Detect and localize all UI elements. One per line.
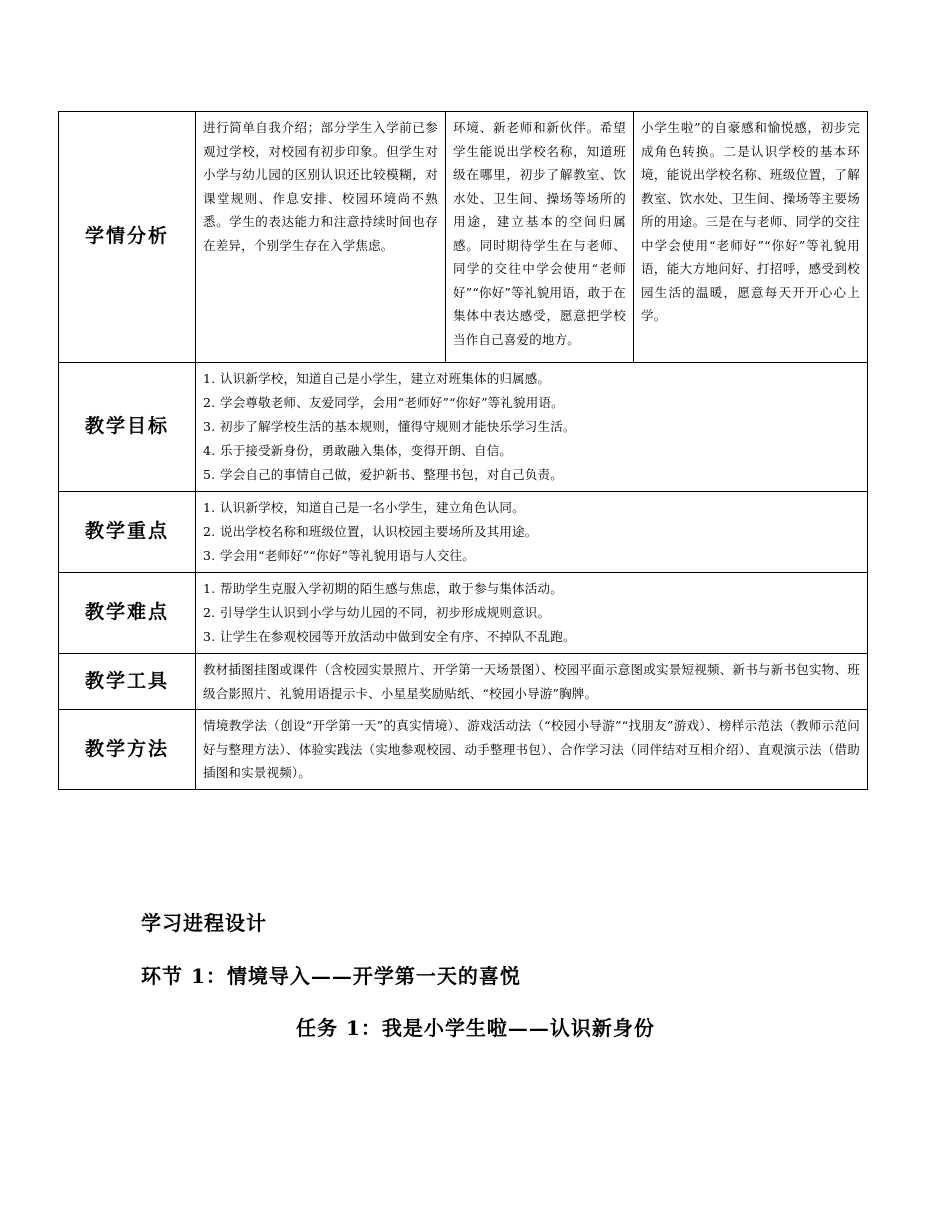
list-item-number: 2. [203, 524, 216, 539]
list-item-number: 3. [203, 419, 216, 434]
list-item [203, 625, 860, 649]
list-item [203, 463, 860, 487]
list-item-text: 说出学校名称和班级位置，认识校园主要场所及其用途。 [220, 524, 538, 539]
list-item [203, 577, 860, 601]
list-item-text: 认识新学校，知道自己是一名小学生，建立角色认同。 [220, 500, 525, 515]
methods-row [59, 710, 868, 790]
list-item [203, 544, 860, 568]
objectives-content [196, 363, 868, 492]
list-item [203, 496, 860, 520]
list-item [203, 391, 860, 415]
list-item-text: 学会尊敬老师、友爱同学，会用“老师好”“你好”等礼貌用语。 [220, 395, 564, 410]
methods-content: 情境教学法（创设“开学第一天”的真实情境）、游戏活动法（“校园小导游”“找朋友”游戏）、榜样示范法（教师示范问好与整理方法）、体验实践法（实地参观校园、动手整理书包）、合作学习法（同伴结对互相介绍）、直观演示法（借助插图和实景视频）。 [196, 710, 868, 790]
methods-label: 教学方法 [59, 710, 196, 790]
list-item [203, 415, 860, 439]
learner-analysis-col1: 进行简单自我介绍；部分学生入学前已参观过学校，对校园有初步印象。但学生对小学与幼儿园的区别认识还比较模糊，对课堂规则、作息安排、校园环境尚不熟悉。学生的表达能力和注意持续时间也存在差异，个别学生存在入学焦虑。 [196, 112, 446, 363]
list-item-text: 学会用“老师好”“你好”等礼貌用语与人交往。 [220, 548, 475, 563]
list-item-number: 3. [203, 548, 216, 563]
list-item-number: 1. [203, 500, 216, 515]
list-item-text: 乐于接受新身份，勇敢融入集体，变得开朗、自信。 [220, 443, 513, 458]
tools-label: 教学工具 [59, 654, 196, 710]
list-item [203, 367, 860, 391]
list-item-number: 1. [203, 371, 216, 386]
difficulties-row [59, 573, 868, 654]
key-points-list [203, 496, 860, 568]
list-item-number: 4. [203, 443, 216, 458]
list-item [203, 601, 860, 625]
list-item-number: 2. [203, 605, 216, 620]
learner-analysis-row [59, 112, 868, 363]
list-item-number: 3. [203, 629, 216, 644]
task-heading: 任务 1：我是小学生啦——认识新身份 [296, 1016, 655, 1040]
list-item-text: 引导学生认识到小学与幼儿园的不同，初步形成规则意识。 [220, 605, 551, 620]
section-heading: 环节 1：情境导入——开学第一天的喜悦 [141, 964, 521, 988]
list-item-text: 初步了解学校生活的基本规则，懂得守规则才能快乐学习生活。 [220, 419, 576, 434]
tools-row [59, 654, 868, 710]
list-item-number: 1. [203, 581, 216, 596]
list-item-text: 让学生在参观校园等开放活动中做到安全有序、不掉队不乱跑。 [220, 629, 576, 644]
objectives-list [203, 367, 860, 487]
lesson-plan-table [58, 111, 868, 790]
key-points-label: 教学重点 [59, 492, 196, 573]
learner-analysis-col3: 小学生啦”的自豪感和愉悦感，初步完成角色转换。二是认识学校的基本环境，能说出学校名称、班级位置，了解教室、饮水处、卫生间、操场等主要场所的用途。三是在与老师、同学的交往中学会使用“老师好”“你好”等礼貌用语，能大方地问好、打招呼，感受到校园生活的温暖，愿意每天开开心心上学。 [634, 112, 868, 363]
list-item [203, 439, 860, 463]
process-design-heading: 学习进程设计 [141, 911, 267, 935]
list-item-text: 学会自己的事情自己做，爱护新书、整理书包，对自己负责。 [220, 467, 563, 482]
list-item-number: 5. [203, 467, 216, 482]
learner-analysis-col2: 环境、新老师和新伙伴。希望学生能说出学校名称，知道班级在哪里，初步了解教室、饮水处、卫生间、操场等场所的用途，建立基本的空间归属感。同时期待学生在与老师、同学的交往中学会使用“老师好”“你好”等礼貌用语，敢于在集体中表达感受，愿意把学校当作自己喜爱的地方。 [446, 112, 634, 363]
tools-content: 教材插图挂图或课件（含校园实景照片、开学第一天场景图）、校园平面示意图或实景短视频、新书与新书包实物、班级合影照片、礼貌用语提示卡、小星星奖励贴纸、“校园小导游”胸牌。 [196, 654, 868, 710]
difficulties-content [196, 573, 868, 654]
list-item-text: 帮助学生克服入学初期的陌生感与焦虑，敢于参与集体活动。 [220, 581, 563, 596]
objectives-label: 教学目标 [59, 363, 196, 492]
list-item-number: 2. [203, 395, 216, 410]
difficulties-label: 教学难点 [59, 573, 196, 654]
list-item [203, 520, 860, 544]
objectives-row [59, 363, 868, 492]
key-points-row [59, 492, 868, 573]
learner-analysis-label: 学情分析 [59, 112, 196, 363]
key-points-content [196, 492, 868, 573]
list-item-text: 认识新学校，知道自己是小学生，建立对班集体的归属感。 [220, 371, 551, 386]
difficulties-list [203, 577, 860, 649]
